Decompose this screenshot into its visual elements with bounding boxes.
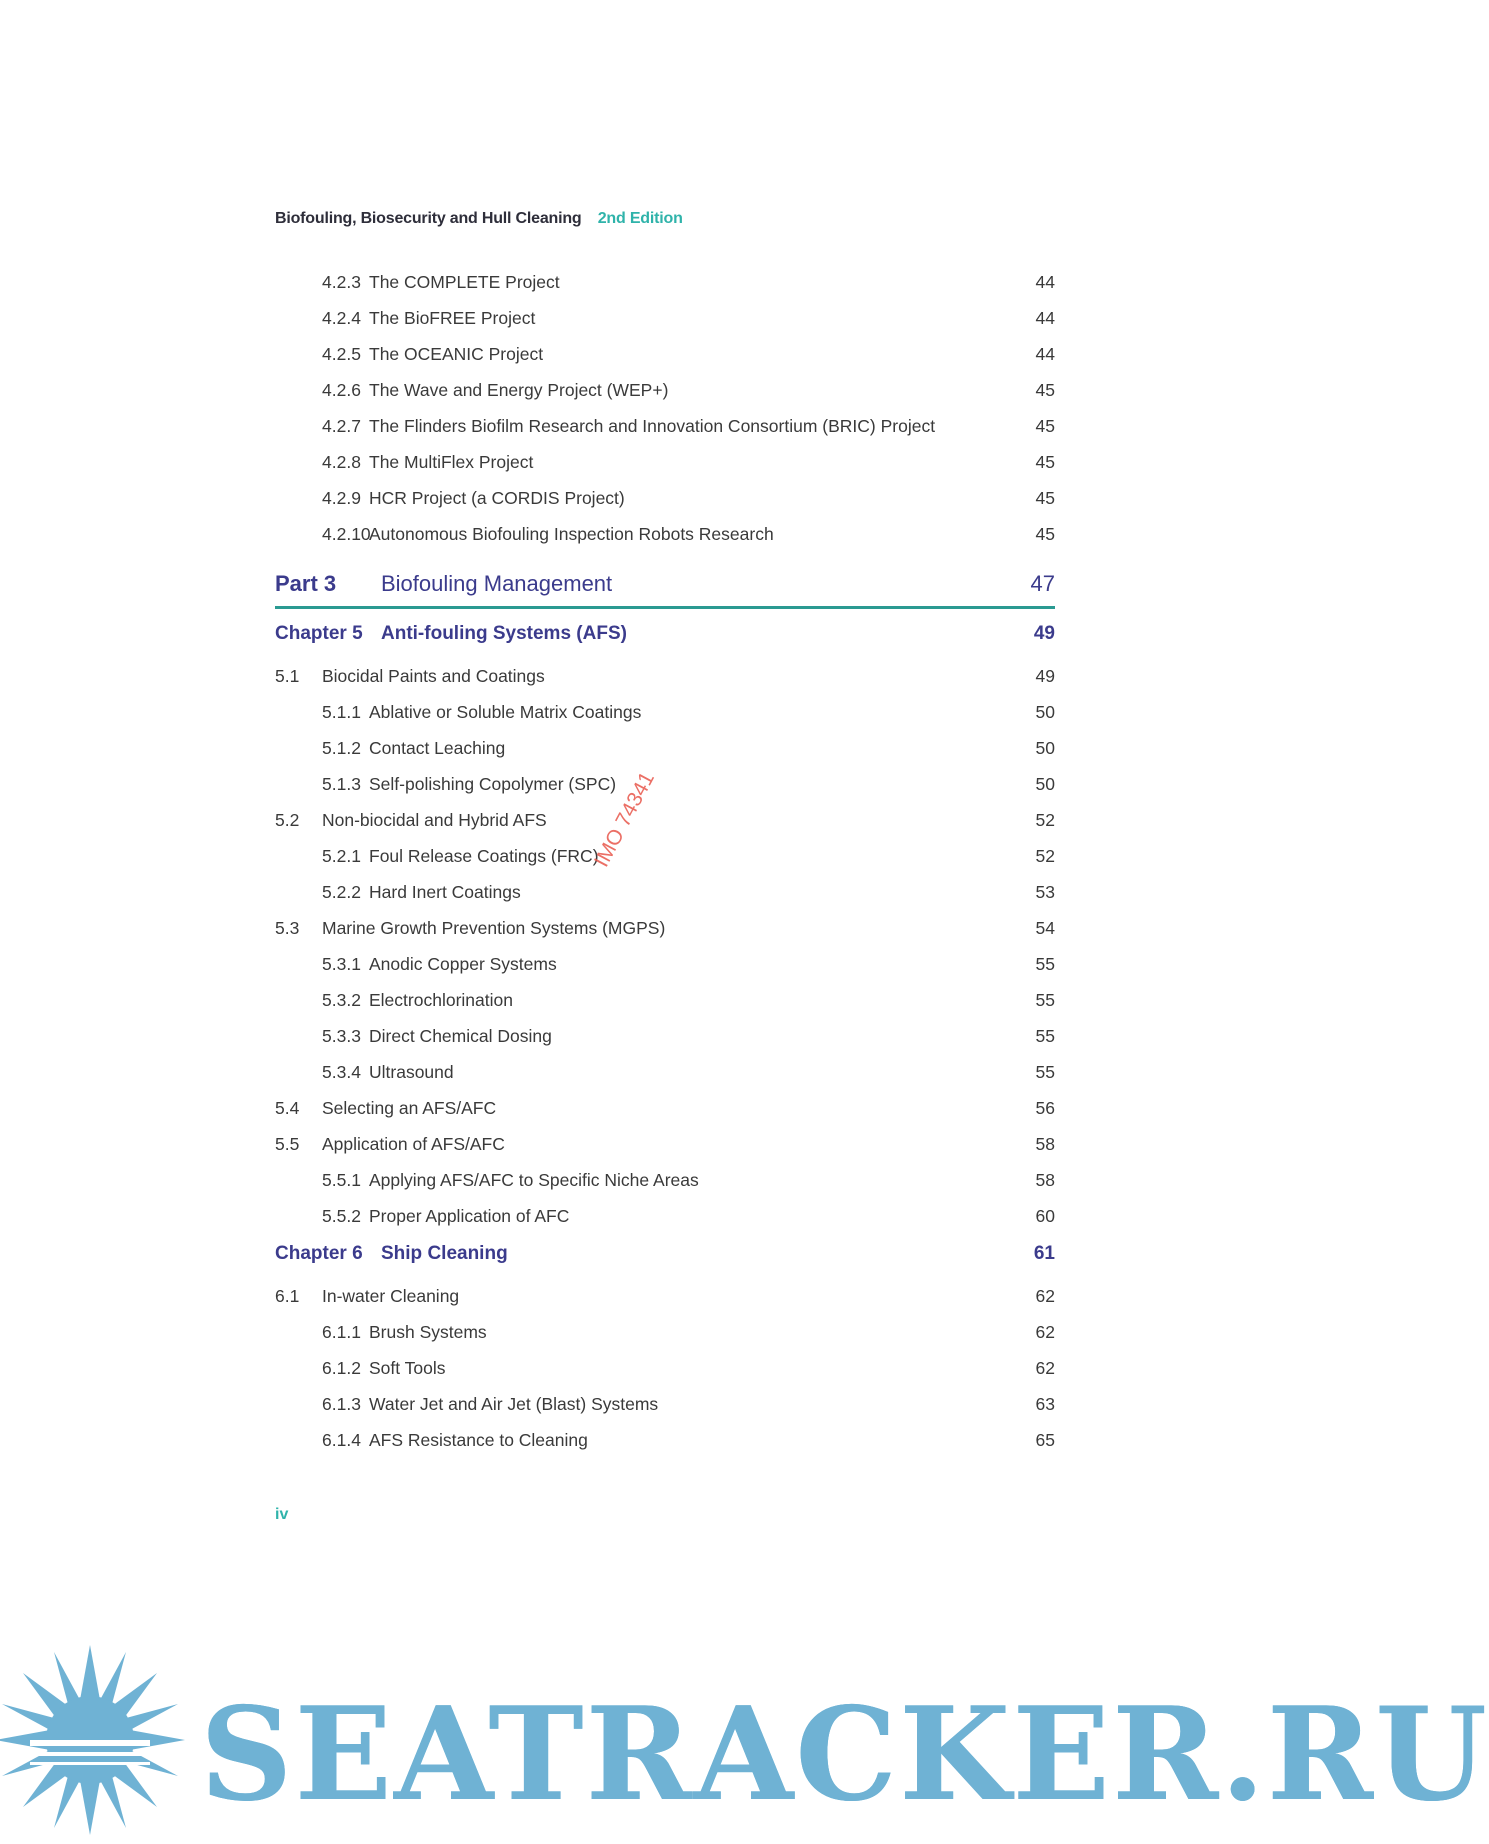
entry-number: 4.2.10 [322, 524, 371, 544]
entry-title: The Wave and Energy Project (WEP+) [369, 380, 669, 400]
entry-number: 5.4 [275, 1098, 300, 1118]
entry-number: 5.1.1 [322, 702, 361, 722]
toc-entry[interactable] [275, 882, 1055, 910]
site-logo-text: SEATRACKER.RU [200, 1680, 1489, 1830]
page-number: iv [275, 1506, 289, 1523]
entry-title: Autonomous Biofouling Inspection Robots Research [369, 524, 774, 544]
toc-entry[interactable] [275, 846, 1055, 874]
entry-page: 44 [1035, 308, 1055, 328]
entry-number: 4.2.6 [322, 380, 361, 400]
entry-page: 45 [1035, 416, 1055, 436]
entry-page: 55 [1035, 1026, 1055, 1046]
entry-page: 63 [1035, 1394, 1055, 1414]
toc-entry[interactable] [275, 416, 1055, 444]
entry-title: Biocidal Paints and Coatings [322, 666, 545, 686]
toc-entry[interactable] [275, 524, 1055, 552]
entry-number: 5.2.1 [322, 846, 361, 866]
part-label: Part 3 [275, 571, 337, 596]
chapter-page: 61 [1033, 1243, 1055, 1264]
entry-page: 56 [1035, 1098, 1055, 1118]
entry-title: The BioFREE Project [369, 308, 536, 328]
entry-page: 60 [1035, 1206, 1055, 1226]
entry-page: 54 [1035, 918, 1055, 938]
edition-label: 2nd Edition [597, 210, 683, 227]
entry-number: 5.1.3 [322, 774, 361, 794]
toc-entry[interactable] [275, 488, 1055, 516]
entry-page: 50 [1035, 738, 1055, 758]
entry-title: Ultrasound [369, 1062, 454, 1082]
entry-number: 6.1 [275, 1286, 300, 1306]
toc-entry[interactable] [275, 1170, 1055, 1198]
entry-title: The COMPLETE Project [369, 272, 560, 292]
entry-title: Foul Release Coatings (FRC) [369, 846, 599, 866]
toc-entry[interactable] [275, 1322, 1055, 1350]
entry-page: 49 [1035, 666, 1055, 686]
chapter-label: Chapter 6 [275, 1243, 363, 1264]
entry-page: 53 [1035, 882, 1055, 902]
entry-page: 44 [1035, 272, 1055, 292]
entry-title: The Flinders Biofilm Research and Innovation Consortium (BRIC) Project [369, 416, 936, 436]
entry-title: Water Jet and Air Jet (Blast) Systems [369, 1394, 659, 1414]
part-page: 47 [1030, 571, 1055, 596]
entry-title: Contact Leaching [369, 738, 506, 758]
toc-entry[interactable] [275, 1098, 1055, 1126]
entry-number: 4.2.4 [322, 308, 361, 328]
chapter-title: Ship Cleaning [381, 1243, 508, 1264]
entry-title: The MultiFlex Project [369, 452, 534, 472]
entry-page: 65 [1035, 1430, 1055, 1450]
part-divider [275, 606, 1055, 609]
toc-entry[interactable] [275, 990, 1055, 1018]
toc-entry[interactable] [275, 308, 1055, 336]
toc-entry[interactable] [275, 1134, 1055, 1162]
entry-number: 6.1.3 [322, 1394, 361, 1414]
entry-page: 62 [1035, 1286, 1055, 1306]
toc-entry[interactable] [275, 702, 1055, 730]
entry-page: 55 [1035, 1062, 1055, 1082]
entry-page: 45 [1035, 488, 1055, 508]
toc-entry[interactable] [275, 380, 1055, 408]
entry-page: 58 [1035, 1170, 1055, 1190]
toc-entry[interactable] [275, 918, 1055, 946]
entry-number: 5.5 [275, 1134, 300, 1154]
entry-number: 5.3.3 [322, 1026, 361, 1046]
entry-number: 6.1.4 [322, 1430, 361, 1450]
entry-page: 44 [1035, 344, 1055, 364]
entry-page: 45 [1035, 452, 1055, 472]
toc-entry[interactable] [275, 1394, 1055, 1422]
entry-number: 5.2.2 [322, 882, 361, 902]
toc-entry[interactable] [275, 1026, 1055, 1054]
entry-title: Marine Growth Prevention Systems (MGPS) [322, 918, 666, 938]
entry-number: 5.3.2 [322, 990, 361, 1010]
toc-entry[interactable] [275, 1062, 1055, 1090]
book-title: Biofouling, Biosecurity and Hull Cleaning [275, 210, 582, 227]
toc-entry[interactable] [275, 810, 1055, 838]
entry-title: Self-polishing Copolymer (SPC) [369, 774, 617, 794]
toc-entry[interactable] [275, 1206, 1055, 1234]
chapter-title: Anti-fouling Systems (AFS) [381, 623, 627, 644]
entry-number: 4.2.5 [322, 344, 361, 364]
entry-number: 6.1.2 [322, 1358, 361, 1378]
entry-page: 55 [1035, 954, 1055, 974]
entry-title: Applying AFS/AFC to Specific Niche Areas [369, 1170, 699, 1190]
entry-title: Soft Tools [369, 1358, 446, 1378]
entry-title: Hard Inert Coatings [369, 882, 521, 902]
toc-entry[interactable] [275, 774, 1055, 802]
entry-page: 45 [1035, 524, 1055, 544]
part-title: Biofouling Management [381, 571, 613, 596]
toc-entry[interactable] [275, 344, 1055, 372]
chapter-page: 49 [1033, 623, 1055, 644]
entry-title: Electrochlorination [369, 990, 513, 1010]
entry-number: 6.1.1 [322, 1322, 361, 1342]
entry-number: 5.2 [275, 810, 300, 830]
entry-number: 5.1 [275, 666, 300, 686]
entry-number: 5.3.1 [322, 954, 361, 974]
toc-entry[interactable] [275, 272, 1055, 300]
entry-number: 5.3.4 [322, 1062, 361, 1082]
toc-entry[interactable] [275, 1358, 1055, 1386]
entry-title: In-water Cleaning [322, 1286, 460, 1306]
entry-title: Application of AFS/AFC [322, 1134, 505, 1154]
entry-title: Proper Application of AFC [369, 1206, 570, 1226]
entry-page: 50 [1035, 774, 1055, 794]
toc-entry[interactable] [275, 666, 1055, 694]
entry-title: Direct Chemical Dosing [369, 1026, 552, 1046]
running-header [275, 210, 683, 228]
entry-title: Ablative or Soluble Matrix Coatings [369, 702, 642, 722]
toc-entry[interactable] [275, 1286, 1055, 1314]
entry-title: AFS Resistance to Cleaning [369, 1430, 588, 1450]
entry-number: 4.2.8 [322, 452, 361, 472]
entry-title: Non-biocidal and Hybrid AFS [322, 810, 547, 830]
entry-number: 5.5.2 [322, 1206, 361, 1226]
toc-entry[interactable] [275, 452, 1055, 480]
entry-number: 5.1.2 [322, 738, 361, 758]
entry-page: 62 [1035, 1322, 1055, 1342]
entry-title: Selecting an AFS/AFC [322, 1098, 497, 1118]
entry-number: 4.2.7 [322, 416, 361, 436]
entry-number: 5.3 [275, 918, 300, 938]
entry-number: 4.2.3 [322, 272, 361, 292]
entry-number: 5.5.1 [322, 1170, 361, 1190]
toc-entry[interactable] [275, 954, 1055, 982]
entry-page: 50 [1035, 702, 1055, 722]
entry-page: 62 [1035, 1358, 1055, 1378]
toc-entry[interactable] [275, 738, 1055, 766]
entry-page: 58 [1035, 1134, 1055, 1154]
imo-stamp: IMO 74341 [590, 768, 660, 871]
toc-entry[interactable] [275, 1430, 1055, 1458]
entry-page: 45 [1035, 380, 1055, 400]
entry-title: The OCEANIC Project [369, 344, 544, 364]
entry-page: 55 [1035, 990, 1055, 1010]
entry-page: 52 [1035, 846, 1055, 866]
entry-title: HCR Project (a CORDIS Project) [369, 488, 625, 508]
chapter-label: Chapter 5 [275, 623, 363, 644]
entry-title: Brush Systems [369, 1322, 487, 1342]
entry-title: Anodic Copper Systems [369, 954, 557, 974]
entry-number: 4.2.9 [322, 488, 361, 508]
entry-page: 52 [1035, 810, 1055, 830]
